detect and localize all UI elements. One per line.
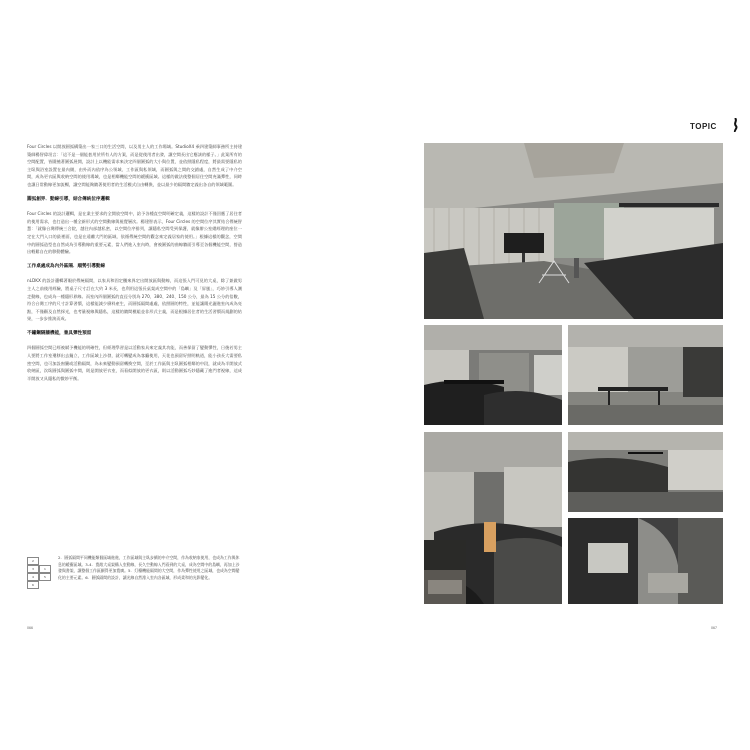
photo-work-desk-curved-wall [424,325,562,425]
grid-cell: 1 [39,565,51,573]
intro-paragraph: Four Circles 以開放圓弧構築出一家三口的生活空間，以及男主人的工作場域。StudioX4 乘四建築師事務所主持建築師楊智偉坦言：「這不是一個能套用於所有人的方案，而是從使用者出發，讓空間長出它應該的樣子。」此案所有的空間配置，皆圍繞著圓弧展開，設計上以機能需求來決定四個圓弧的大小與位置，並依照隱私程度，將最需要隱私的主臥與浴室設置在最內側，由外而內依序為公領域、工作區與私領域，而圓弧與之間的交錯處，自然生成了中介空間，成為更衣區與收納空間的使用場域，也是相鄰機能空間的緩衝區域。這樣的做法使整個居住空間充滿彈性，同時也讓日常動線更加流暢，讓空間能夠隨著使用者的生活模式自由轉換，並以最少的隔間牆定義出各自的領域範圍。 [27,144,242,187]
topic-mark-icon [732,118,739,132]
paragraph-2: nLDKX 的設計邏輯著眼於傳統隔間，以家具和固定櫃來界定出開放區與動線，而這張入門可見的大桌，除了兼做男主人之前使用經驗，將桌子尺寸訂在大約 3 米長，也利用這張長桌架成空間中的「島嶼」及「屏風」，巧妙引導人潮走動線，也成為一種隱形界線。而室內四個圓弧的直徑分別為 270、380、240、150 公分，最為 15 公分的倍數，符合台灣工序的尺寸計算習慣，這樣能減少廢料產生，而圓弧隔間處處，依照圓的特性，並能讓陽光灑進室內成為亮點，不僅顧及自然採光，也考量視線與隱私，這樣的隨間模組並非形式主義，而是根據居住者的生活習慣而規劃的結果，一步步推演而成。 [27,278,242,322]
grid-cell: 3 [27,565,39,573]
photo-dining-kitchen [568,325,723,425]
grid-cell: 5 [39,573,51,581]
photo-bedroom-curve [568,518,723,604]
paragraph-3: 四個圓弧空間已經被賦予機能的明確性，但經理學習是以活動家具來定義其功能，而善保留了變動彈性，日後若男主人要將工作室遷移出去獨立，工作區域上沙發，就可轉變成為客廳使用，天花也預留好照明軌道，能小孩長大需要私密空間，也可加設窗簾或活動隔間，為未來變動預留轉換空間，至於工作區與主臥圓弧相鄰的中段，就成為半開放式收納區，次臥圓弧與圓弧中間，則是開放更衣室，而看似開放的更衣區，則以活動圓弧巧妙隱藏了進門者視線，這成半開放又具隱私的微妙平衡。 [27,345,242,381]
heading-3: 不鏽鋼隔牆機能，兼具彈性預留 [27,330,92,336]
heading-1: 圓弧創界．動線引導，結合傳統位序邏輯 [27,196,110,202]
grid-cell: 2 [27,557,39,565]
photo-caption: 2．圓弧隔間平同機能類個區域進進，工作區域與主臥步續的中介空間，作為收納家使用，也成為工作與休息的緩衝區域。3-4．寬敞大桌架構入室動線，長久空動線入門看到的大桌，成為空間中的島嶼，再加上沙發與書架，讓整個工作區顯得更加寬廣。5．灯檯機能隔間的大空間，作為彈性使用之區域，也成為空間變化的主要元素。6．圓弧隔間的設計，讓光線自然滲入室內各區域，形成柔和的光影變化。 [58,555,240,580]
page-number-left: 066 [27,626,33,630]
photo-bathroom-corner [568,432,723,512]
grid-cell: 6 [27,581,39,589]
page-number-right: 067 [711,626,717,630]
heading-2: 工作桌處成為內外區隔．順勢引導動線 [27,263,106,269]
photo-bottom-left-sofa [424,540,466,604]
photo-index-grid [27,557,51,589]
paragraph-1: Four Circles 的設計邏輯，是在業主要求的全開放空間中，給予各種直空間明確定義，這樣的設計不僅回應了居住者的使用需求，也打造出一種全新形式的空間動線與視覺層次。楊建智表示，Four Circles 的空間位序其實結合傳統智慧：「就像台灣傳統三合院，越往內部越私密，以空間位序排列，讓隱私空間受到保護，就像辦公室總經理的座位一定在大門入口的最裡面，也是在遠離大門的區域，依循傳統空間的觀念來定義居家的使用。」根據這樣的觀念，空間中的圓弧造型也自然成為引導動線的重要元素，當人們進入室內時，會被圓弧的曲線牆面引導至各個機能空間，營造出輕鬆自在的移動體驗。 [27,211,242,255]
section-label: TOPIC [690,122,717,131]
grid-cell: 4 [27,573,39,581]
article-column [27,143,242,389]
photo-main-living-area [424,143,723,319]
